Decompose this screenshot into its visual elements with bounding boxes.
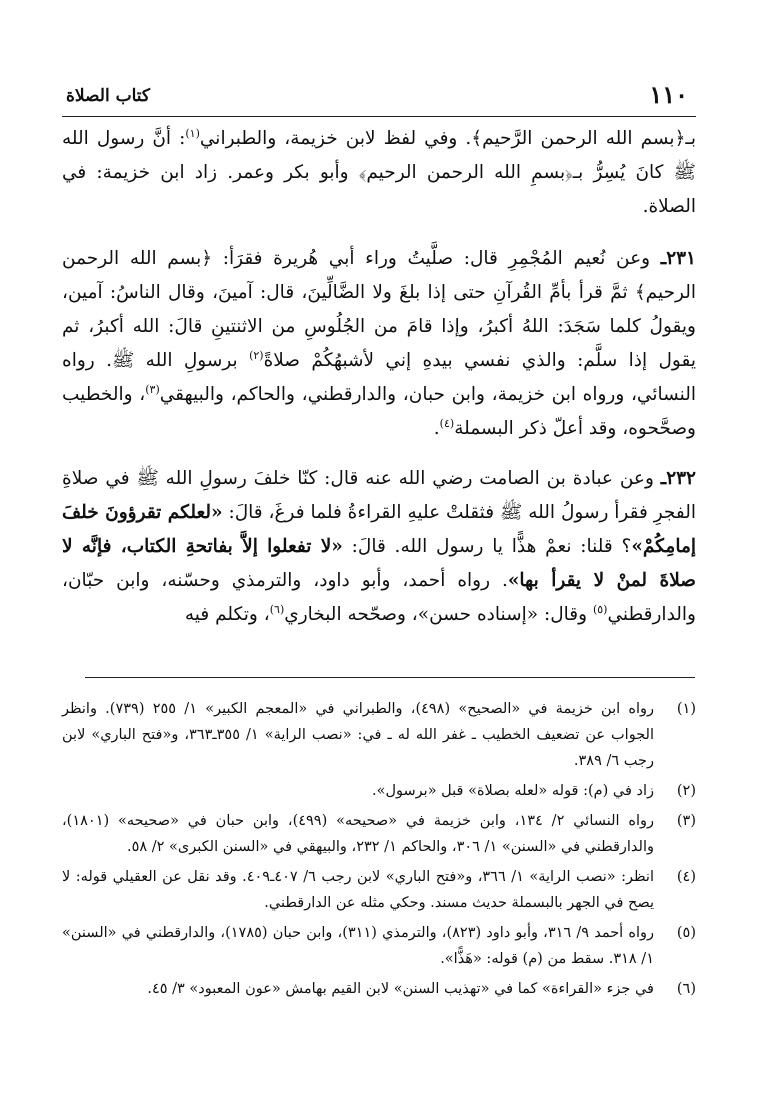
chapter-title: كتاب الصلاة [66,86,151,106]
footnote-text: رواه ابن خزيمة في «الصحيح» (٤٩٨)، والطبراني في «المعجم الكبير» ١/ ٢٥٥ (٧٣٩). وانظر الجواب عن تضعيف الخطيب ـ غفر الله له ـ في: «نصب الراية» ١/ ٣٥٥ـ٣٦٣، و«فتح الباري» لابن رجب ٦/ ٣٨٩. [62,701,655,769]
hadith-232 [62,462,696,632]
prophetic-quote: «لا تفعلوا إلاَّ بفاتحةِ الكتاب، فإنَّه لا صلاةَ لمنْ لا يقرأ بها» [62,536,696,591]
footnote-ref: (٢) [249,348,264,362]
footnote-mark: (٣) [676,813,696,829]
footnote-mark: (٥) [676,925,696,941]
footnote [62,696,696,774]
footnote-ref: (٦) [269,602,285,616]
footnote-ref: (٣) [145,382,160,396]
page-header [62,80,696,117]
footnote-ref: (٥) [592,602,608,616]
footnote [62,920,696,972]
text-run: وعن عبادة بن الصامت رضي الله عنه قال: كنّا خلفَ رسولِ الله ﷺ في صلاةِ الفجرِ فقرأ رسولُ الله ﷺ فثقلتْ عليهِ القراءةُ فلما فرغَ، قالَ: [62,468,696,523]
prophetic-quote: «لعلكم تقرؤونَ خلفَ إمامِكُمْ» [62,502,696,557]
footnote-mark: (١) [676,701,696,717]
footnote-ref: (١) [185,126,200,140]
footnote [62,808,696,860]
footnote-ref: (٤) [439,416,455,430]
footnote-text: انظر: «نصب الراية» ١/ ٣٦٦، و«فتح الباري» لابن رجب ٦/ ٤٠٧ـ٤٠٩. وقد نقل عن العقيلي قوله: لا يصح في الجهر بالبسملة حديث مسند. وحكي مثله عن الدارقطني. [62,869,654,911]
footnote-text: رواه النسائي ٢/ ١٣٤، وابن خزيمة في «صحيحه» (٤٩٩)، وابن حبان في «صحيحه» (١٨٠١)، والدارقطني في «السنن» ١/ ٣٠٦، والحاكم ١/ ٢٣٢، والبيهقي في «السنن الكبرى» ٢/ ٥٨. [62,813,654,855]
paragraph-continuation [62,122,696,224]
text-run: . [433,418,440,439]
text-run: ؟ قلنا: نعمْ هذًّا يا رسول الله. قالَ: [342,536,632,557]
text-run: : أنَّ رسول الله ﷺ كانَ يُسِرُّ بـ﴿بسمِ الله الرحمن الرحيم﴾ وأبو بكر وعمر. زاد ابن خزيمة: في الصلاة. [62,128,696,217]
footnote [62,976,696,1002]
text-run: ، وتكلم فيه [184,604,270,625]
footnote-mark: (٤) [676,869,696,885]
footnote-mark: (٦) [676,981,696,997]
text-run: . رواه أحمد، وأبو داود، والترمذي وحسّنه، وابن حبّان، والدارقطني [62,570,696,625]
footnote-text: رواه أحمد ٩/ ٣١٦، وأبو داود (٨٢٣)، والترمذي (٣١١)، وابن حبان (١٧٨٥)، والدارقطني في «السنن» ١/ ٣١٨. سقط من (م) قوله: «هَذًّا». [62,925,654,967]
footnote [62,864,696,916]
text-run: ، والخطيب وصحَّحوه، وقد أعلّ ذكر البسملة [62,384,696,439]
hadith-231 [62,242,696,446]
text-run: برسولِ الله ﷺ. رواه النسائي، ورواه ابن خزيمة، وابن حبان، والدارقطني، والحاكم، والبيهقي [62,350,696,405]
footnote-text: زاد في (م): قوله «لعله بصلاة» قبل «برسول». [372,783,654,799]
footnote-separator [85,677,695,678]
text-run: وقال: «إسناده حسن»، وصحّحه البخاري [284,604,593,625]
main-text [62,122,696,648]
hadith-number: ٢٣٢ـ [660,468,696,489]
footnotes [62,696,696,1006]
text-run: وعن نُعيم المُجْمِرِ قال: صلَّيتُ وراء أبي هُريرة فقرَأ: ﴿بسم الله الرحمن الرحيم﴾ ثمَّ قرأ بأمِّ القُرآنِ حتى إذا بلغَ ولا الضَّالِّينَ، قال: آمينَ، وقال الناسُ: آمين، ويقولُ كلما سَجَدَ: اللهُ أكبرُ، وإذا قامَ من الجُلُوسِ من الاثنتينِ قالَ: الله أكبرُ، ثم يقول إذا سلَّم: والذي نفسي بيدهِ إني لأشبهُكُمْ صلاةً [62,248,696,371]
hadith-number: ٢٣١ـ [660,248,696,269]
footnote [62,778,696,804]
text-run: بـ﴿بسم الله الرحمن الرَّحيم﴾. وفي لفظ لابن خزيمة، والطبراني [199,128,696,149]
footnote-mark: (٢) [676,783,696,799]
footnote-text: في جزء «القراءة» كما في «تهذيب السنن» لابن القيم بهامش «عون المعبود» ٣/ ٤٥. [147,981,654,997]
page-number: ١١٠ [649,80,688,109]
